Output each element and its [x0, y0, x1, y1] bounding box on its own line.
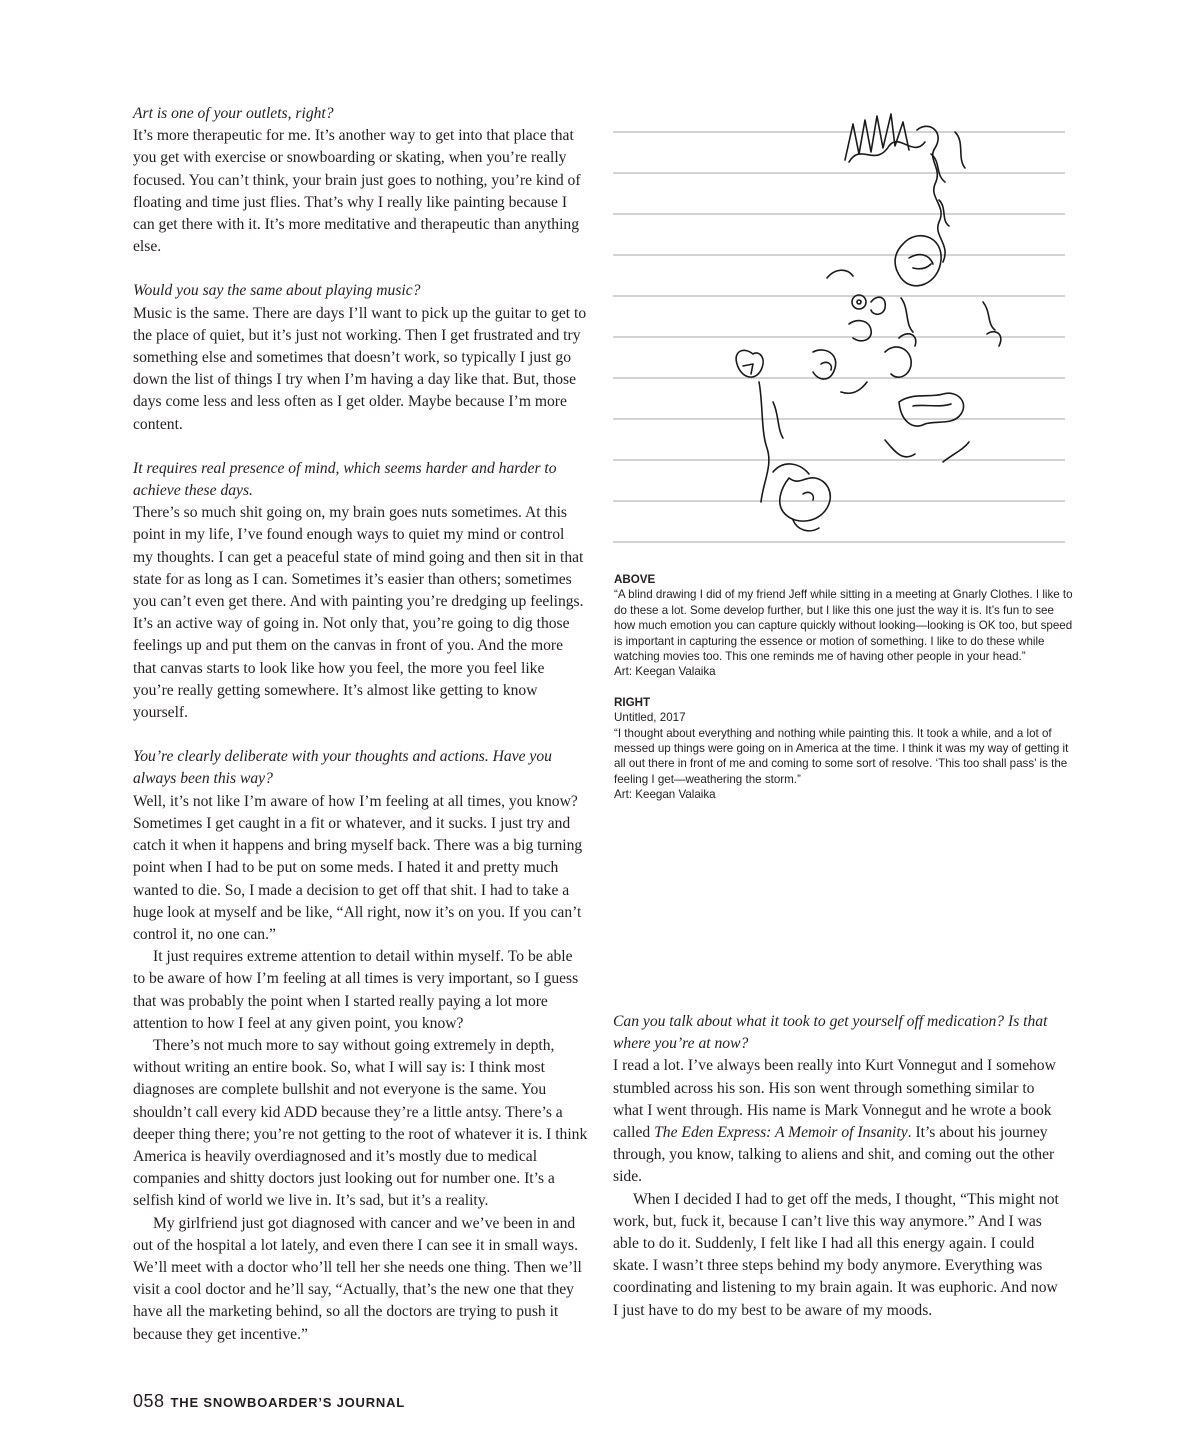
question: Can you talk about what it took to get yourself off medication? Is that where you’re at now?: [613, 1013, 1048, 1053]
answer-paragraph: [613, 1055, 1063, 1188]
answer-paragraph: There’s so much shit going on, my brain goes nuts sometimes. At this point in my life, I’ve found enough ways to quiet my mind or control my thoughts. I can get a peaceful state of mind going and then sit in that state for as long as I can. Sometimes it’s easier than others; sometimes you can’t even get there. And with painting you’re dredging up feelings. It’s an active way of going in. Not only that, you’re going to dig those feelings up and put them on the canvas in front of you. And the more that canvas starts to look like how you feel, the more you feel like you’re really getting somewhere. It’s almost like getting to know yourself.: [133, 504, 584, 722]
lined-paper-sketch: [613, 102, 1065, 554]
answer-text: I read a lot. I’ve always been really into Kurt Vonnegut and I somehow stumbled across his son. His son went through something similar to what I went through. His name is Mark Vonnegut and he wrote a book called: [613, 1057, 1056, 1142]
qa-block-4: [133, 746, 588, 1345]
answer-paragraph: There’s not much more to say without going extremely in depth, without writing an entire book. So, what I will say is: I think most diagnoses are complete bullshit and not everyone is the same. You shouldn’t call every kid ADD because they’re a little antsy. There’s a deeper thing there; you’re not getting to the root of whatever it is. I think America is heavily overdiagnosed and it’s mostly due to medical companies and shitty doctors just looking out for number one. It’s a selfish kind of world we live in. It’s sad, but it’s a reality.: [133, 1036, 588, 1210]
book-title: The Eden Express: A Memoir of Insanity: [654, 1124, 908, 1142]
caption-text: “A blind drawing I did of my friend Jeff while sitting in a meeting at Gnarly Clothes. I like to do these a lot. Some develop further, but I like this one just the way it is. It’s fun to see how much emotion you can capture quickly without looking—looking is OK too, but speed is important in capturing the essence or motion of something. I like to do these while watching movies too. This one reminds me of having other people in your head.”: [614, 588, 1073, 664]
question: You’re clearly deliberate with your thoughts and actions. Have you always been this way?: [133, 748, 552, 788]
caption-above: [614, 572, 1074, 680]
blind-drawing-artwork: [613, 102, 1065, 554]
answer-paragraph: Music is the same. There are days I’ll want to pick up the guitar to get to the place of quiet, but it’s just not working. Then I get frustrated and try something else and sometimes that doesn’t work, so typically I just go down the list of things I try when I’m having a day like that. But, those days come less and less often as I get older. Maybe because I’m more content.: [133, 304, 587, 433]
qa-block-3: [133, 458, 588, 724]
page-number: 058: [133, 1391, 165, 1411]
answer-paragraph: Well, it’s not like I’m aware of how I’m feeling at all times, you know? Sometimes I get caught in a fit or whatever, and it sucks. I just try and catch it when it happens and bring myself back. There was a big turning point when I had to be put on some meds. I hated it and pretty much wanted to die. So, I made a decision to get off that shit. I had to take a huge look at myself and be like, “All right, now it’s on you. If you can’t control it, no one can.”: [133, 792, 583, 943]
qa-block-1: [133, 103, 588, 258]
caption-right: [614, 695, 1074, 803]
question: It requires real presence of mind, which seems harder and harder to achieve these days.: [133, 459, 557, 500]
page-footer: [133, 1391, 405, 1412]
question: Art is one of your outlets, right?: [133, 105, 334, 122]
left-column: [133, 103, 588, 1368]
question: Would you say the same about playing music?: [133, 282, 421, 300]
caption-heading: RIGHT: [614, 695, 651, 709]
captions: [614, 572, 1074, 818]
caption-text: “I thought about everything and nothing while painting this. It took a while, and a lot of messed up things were going on in America at the time. I think it was my way of getting it all out there in front of me and coming to some sort of resolve. ‘This too shall pass’ is the feeling I get—weathering the storm.”: [614, 726, 1069, 786]
caption-credit: Art: Keegan Valaika: [614, 788, 716, 802]
answer-paragraph: It’s more therapeutic for me. It’s another way to get into that place that you get with exercise or snowboarding or skating, when you’re really focused. You can’t think, your brain just goes to nothing, you’re kind of floating and time just flies. That’s why I really like painting because I can get there with it. It’s more meditative and therapeutic than anything else.: [133, 127, 581, 256]
caption-heading: ABOVE: [614, 573, 656, 586]
answer-paragraph: It just requires extreme attention to detail within myself. To be able to be aware of how I’m feeling at all times is very important, so I guess that was probably the point when I started really paying a lot more attention to how I feel at any given point, you know?: [133, 948, 579, 1032]
magazine-title: THE SNOWBOARDER’S JOURNAL: [170, 1395, 406, 1410]
answer-paragraph: When I decided I had to get off the meds, I thought, “This might not work, but, fuck it, because I can’t live this way anymore.” And I was able to do it. Suddenly, I felt like I had all this energy again. I could skate. I wasn’t three steps behind my body anymore. Everything was coordinating and listening to my brain again. It was euphoric. And now I just have to do my best to be aware of my moods.: [613, 1190, 1059, 1319]
caption-credit: Art: Keegan Valaika: [614, 665, 716, 679]
answer-paragraph: My girlfriend just got diagnosed with cancer and we’ve been in and out of the hospital a lot lately, and even there I can see it in small ways. We’ll meet with a doctor who’ll tell her she needs one thing. Then we’ll visit a cool doctor and he’ll say, “Actually, that’s the new one that they have all the marketing behind, so all the doctors are trying to push it because they get incentive.”: [133, 1214, 582, 1343]
qa-block-2: [133, 280, 588, 435]
caption-work-title: Untitled, 2017: [614, 711, 686, 725]
answer-text: . It’s about his journey through, you know, talking to aliens and shit, and coming out the other side.: [613, 1124, 1055, 1186]
right-column: [613, 1011, 1063, 1322]
